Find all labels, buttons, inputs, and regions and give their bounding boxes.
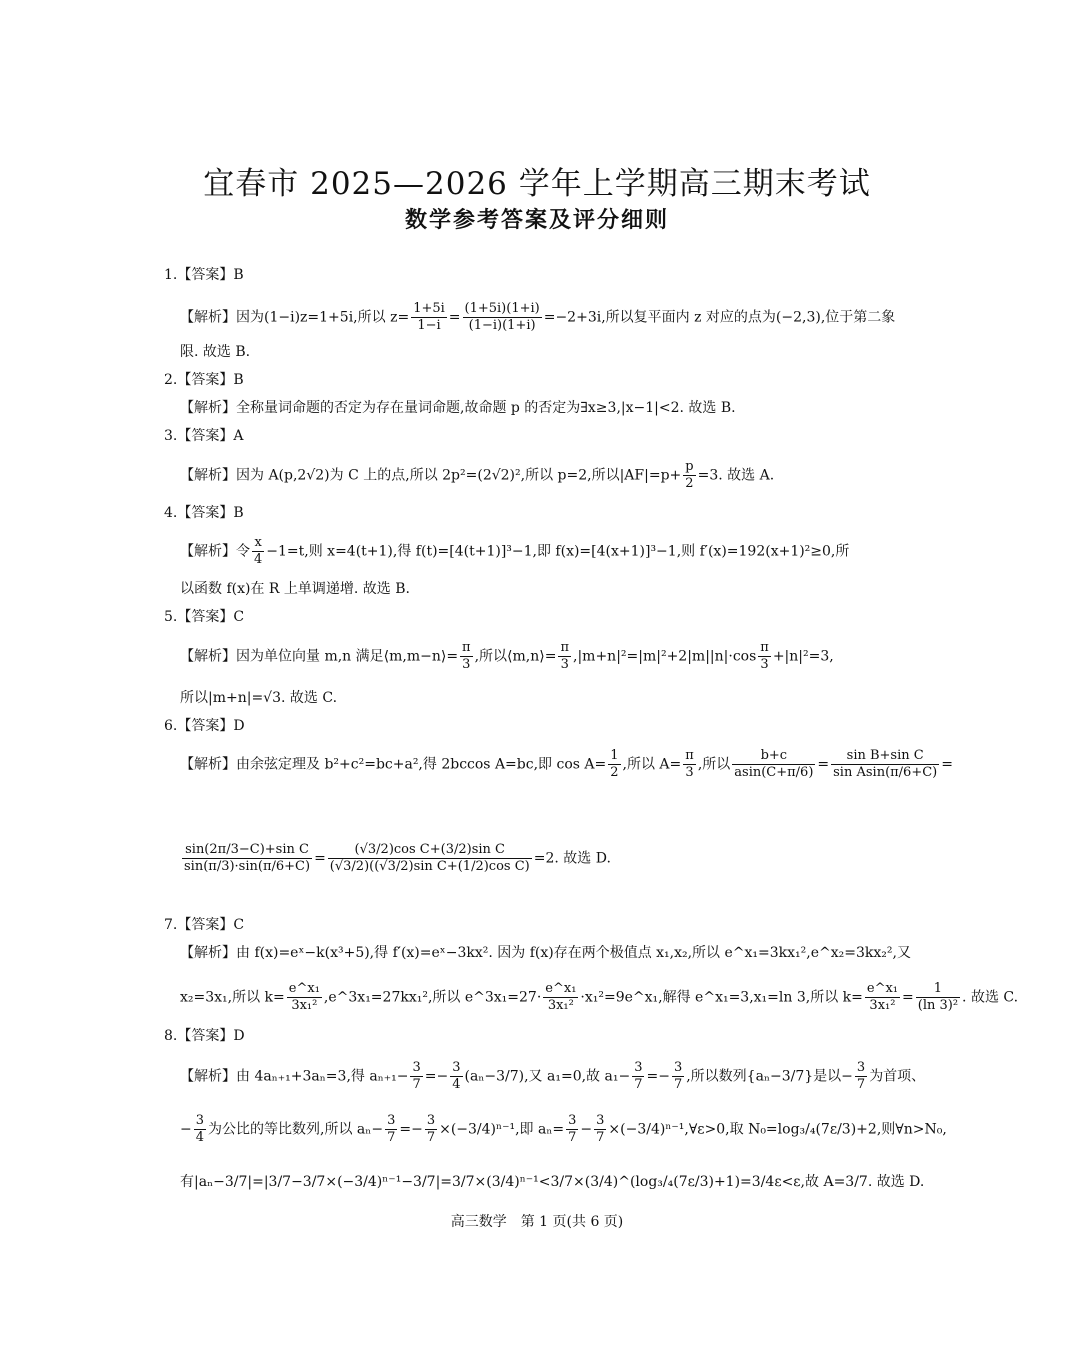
q2-solution-line-1: 【解析】全称量词命题的否定为存在量词命题,故命题 p 的否定为∃x≥3,|x−1|<2. 故选 B. bbox=[180, 400, 736, 416]
q5-fraction: $\frac{\pi}{3}$ bbox=[560, 640, 569, 672]
q8-fraction: $\frac{3}{7}$ bbox=[412, 1060, 421, 1092]
q8-solution-line-3: 有|aₙ−3/7|=|3/7−3/7×(−3/4)ⁿ⁻¹−3/7|=3/7×(3/4)ⁿ⁻¹<3/7×(3/4)^(log₃/₄(7ε/3)+1)=3/4ε<ε,故 A=3/7. 故选 D. bbox=[180, 1174, 925, 1190]
q8-fraction: $\frac{3}{7}$ bbox=[634, 1060, 643, 1092]
q3-answer: 3.【答案】A bbox=[164, 428, 244, 444]
q6-fraction: $\frac{\text{sin B+sin C}}{\text{sin Asin(π/6+C)}}$ bbox=[833, 748, 938, 780]
q8-solution-line-2: − $\frac{3}{4}$ 为公比的等比数列,所以 aₙ− $\frac{3}{7}$ =− $\frac{3}{7}$ ×(−3/4)ⁿ⁻¹,即 aₙ= $\frac{3}{7}$ − $\frac{3}{7}$ ×(−3/4)ⁿ⁻¹,∀ε>0,取 N₀=log₃/₄(7ε/3)+2,则∀n>N₀, bbox=[180, 1113, 947, 1145]
q1-answer: 1.【答案】B bbox=[164, 267, 244, 283]
q8-fraction: $\frac{3}{7}$ bbox=[856, 1060, 866, 1092]
q6-fraction: $\frac{\text{(√3/2)cos C+(3/2)sin C}}{\text{(√3/2)((√3/2)sin C+(1/2)cos C)}}$ bbox=[329, 842, 530, 874]
q8-fraction: $\frac{3}{7}$ bbox=[387, 1113, 396, 1145]
q4-fraction: $\frac{x}{4}$ bbox=[254, 535, 263, 567]
q8-fraction: $\frac{3}{7}$ bbox=[568, 1113, 577, 1145]
q7-fraction: $\frac{\text{e\textasciicircum{}x₁}}{\text{3x₁²}}$ bbox=[866, 981, 899, 1013]
q4-solution-line-1: 【解析】令 $\frac{x}{4}$ −1=t,则 x=4(t+1),得 f(t)=[4(t+1)]³−1,即 f(x)=[4(x+1)]³−1,则 f′(x)=192(x+1)²≥0,所 bbox=[180, 535, 850, 567]
q5-fraction: $\frac{\pi}{3}$ bbox=[760, 640, 769, 672]
q1-solution-line-2: 限. 故选 B. bbox=[180, 344, 251, 360]
q1-fraction: $\frac{1+5i}{1-i}$ bbox=[413, 301, 445, 333]
q8-fraction: $\frac{3}{4}$ bbox=[452, 1060, 461, 1092]
q8-answer: 8.【答案】D bbox=[164, 1028, 245, 1044]
q6-solution-line-1: 【解析】由余弦定理及 b²+c²=bc+a²,得 2bccos A=bc,即 cos A= $\frac{1}{2}$ ,所以 A= $\frac{\pi}{3}$ ,所以 $\frac{b+c}{asin(C+\pi/6)}$ = $\frac{\text{sin B+sin C}}{\text{sin Asin(π/6+C)}}$ = bbox=[180, 748, 953, 780]
q8-fraction: $\frac{3}{7}$ bbox=[426, 1113, 436, 1145]
page-subtitle: 数学参考答案及评分细则 bbox=[404, 208, 669, 233]
q4-solution-line-2: 以函数 f(x)在 R 上单调递增. 故选 B. bbox=[180, 581, 410, 597]
q7-fraction: $\frac{\text{e\textasciicircum{}x₁}}{\text{3x₁²}}$ bbox=[545, 981, 577, 1013]
q8-fraction: $\frac{3}{7}$ bbox=[596, 1113, 605, 1145]
q1-text: 【解析】因为(1−i)z=1+5i,所以 z= bbox=[180, 309, 410, 326]
q5-solution-line-2: 所以|m+n|=√3. 故选 C. bbox=[180, 690, 338, 706]
q5-solution-line-1: 【解析】因为单位向量 m,n 满足⟨m,m−n⟩= $\frac{\pi}{3}$ ,所以⟨m,n⟩= $\frac{\pi}{3}$ ,|m+n|²=|m|²+2|m||n|·cos $\frac{\pi}{3}$ +|n|²=3, bbox=[180, 640, 834, 672]
q6-fraction: $\frac{\pi}{3}$ bbox=[685, 748, 694, 780]
q2-answer: 2.【答案】B bbox=[164, 372, 244, 388]
q8-fraction: $\frac{3}{4}$ bbox=[195, 1113, 205, 1145]
q8-solution-line-1: 【解析】由 4aₙ₊₁+3aₙ=3,得 aₙ₊₁− $\frac{3}{7}$ =− $\frac{3}{4}$ (aₙ−3/7),又 a₁=0,故 a₁− $\frac{3}{7}$ =− $\frac{3}{7}$ ,所以数列{aₙ−3/7}是以− $\frac{3}{7}$ 为首项、 bbox=[180, 1060, 926, 1092]
q6-solution-line-2: $\frac{\text{sin(2π/3−C)+sin C}}{\sin(\pi/3)\cdot\sin(\pi/6+C)}$ = $\frac{\text{(√3/2)cos C+(3/2)sin C}}{\text{(√3/2)((√3/2)sin C+(1/2)cos C)}}$ =2. 故选 D. bbox=[184, 842, 611, 874]
q5-answer: 5.【答案】C bbox=[164, 609, 245, 625]
page-footer: 高三数学 第 1 页(共 6 页) bbox=[450, 1214, 624, 1230]
q7-answer: 7.【答案】C bbox=[164, 917, 245, 933]
q7-fraction: $\frac{1}{\text{(ln 3)²}}$ bbox=[917, 981, 959, 1013]
q6-fraction: $\frac{\text{sin(2π/3−C)+sin C}}{\sin(\pi/3)\cdot\sin(\pi/6+C)}$ bbox=[184, 842, 311, 874]
q6-answer: 6.【答案】D bbox=[164, 718, 245, 734]
q8-fraction: $\frac{3}{7}$ bbox=[673, 1060, 683, 1092]
q3-solution-line-1: 【解析】因为 A(p,2√2)为 C 上的点,所以 2p²=(2√2)²,所以 p=2,所以|AF|=p+ $\frac{p}{2}$ =3. 故选 A. bbox=[180, 459, 775, 491]
q5-fraction: $\frac{\pi}{3}$ bbox=[462, 640, 471, 672]
q6-fraction: $\frac{b+c}{asin(C+\pi/6)}$ bbox=[734, 748, 814, 780]
q6-fraction: $\frac{1}{2}$ bbox=[610, 748, 619, 780]
q1-solution-line-1: 【解析】因为(1−i)z=1+5i,所以 z= $\frac{1+5i}{1-i}$ = $\frac{(1+5i)(1+i)}{(1-i)(1+i)}$ =−2+3i,所以复平面内 z 对应的点为(−2,3),位于第二象 bbox=[180, 301, 896, 333]
q1-fraction: $\frac{(1+5i)(1+i)}{(1-i)(1+i)}$ bbox=[464, 301, 540, 333]
page-title: 宜春市 2025—2026 学年上学期高三期末考试 bbox=[203, 166, 871, 202]
q4-answer: 4.【答案】B bbox=[164, 505, 244, 521]
q7-solution-line-2: x₂=3x₁,所以 k= $\frac{\text{e\textasciicircum{}x₁}}{\text{3x₁²}}$ ,e^3x₁=27kx₁²,所以 e^3x₁=27· $\frac{\text{e\textasciicircum{}x₁}}{\text{3x₁²}}$ ·x₁²=9e^x₁,解得 e^x₁=3,x₁=ln 3,所以 k= $\frac{\text{e\textasciicircum{}x₁}}{\text{3x₁²}}$ = $\frac{1}{\text{(ln 3)²}}$ . 故选 C. bbox=[180, 981, 1019, 1013]
q3-fraction: $\frac{p}{2}$ bbox=[685, 459, 694, 491]
q7-solution-line-1: 【解析】由 f(x)=eˣ−k(x³+5),得 f′(x)=eˣ−3kx². 因为 f(x)存在两个极值点 x₁,x₂,所以 e^x₁=3kx₁²,e^x₂=3kx₂²,又 bbox=[180, 945, 911, 961]
q7-fraction: $\frac{\text{e\textasciicircum{}x₁}}{\text{3x₁²}}$ bbox=[288, 981, 320, 1013]
